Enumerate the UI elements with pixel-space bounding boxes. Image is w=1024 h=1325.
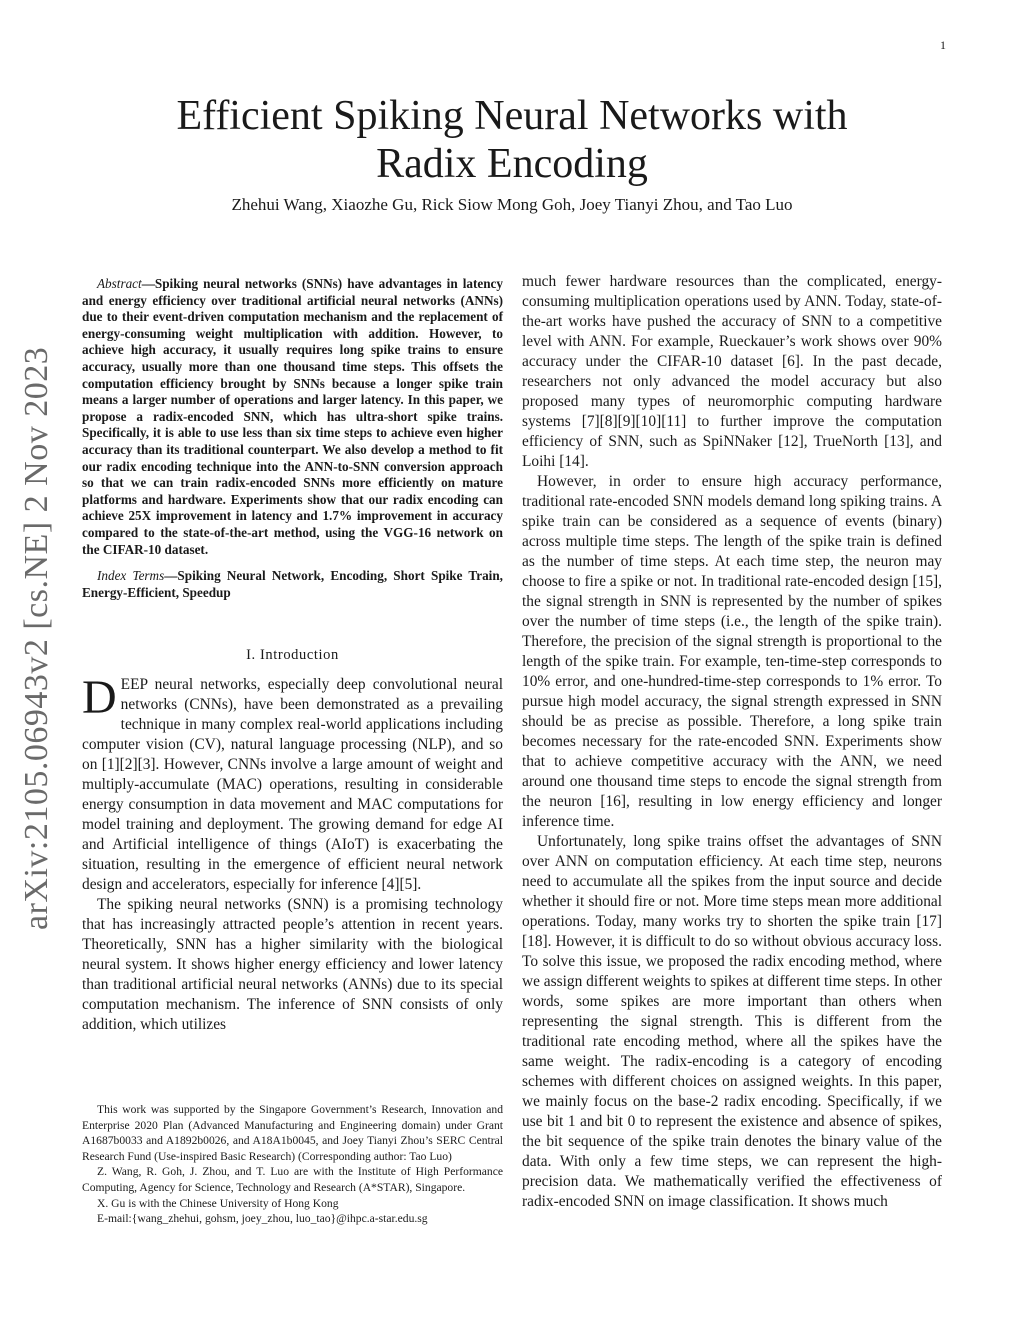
right-paragraph-2: However, in order to ensure high accuracy performance, traditional rate-encoded SNN models demand long spiking trains. A spike train can be considered as a sequence of events (binary) across multiple time steps. The length of the spike train is defined as the number of time steps. At each time step, the neuron may choose to fire a spike or not. In traditional rate-encoded design [15], the signal strength in SNN is represented by the number of spikes over the number of time steps (i.e., the length of the spike train). Therefore, the precision of the signal strength is proportional to the length of the spike train. For example, ten-time-step corresponds to 10% error, and one-hundred-time-step corresponds to 1% error. To pursue high model accuracy, the signal strength expressed in SNN should be as precise as possible. Therefore, a long spike train becomes necessary for the rate-encoded SNN. Experiments show that to achieve competitive accuracy with the ANN, we need around one thousand time steps to encode the signal strength from the neuron [16], resulting in low energy efficiency and longer inference time. (522, 473, 942, 830)
abstract-text: —Spiking neural networks (SNNs) have advantages in latency and energy efficiency over traditional artificial neural networks (ANNs) due to their event-driven computation mechanism and the replacement of energy-consuming weight multiplication with addition. However, to achieve high accuracy, it usually requires long spike trains to ensure accuracy, usually more than one thousand time steps. This offsets the computation efficiency brought by SNNs because a longer spike train means a larger number of operations and larger latency. In this paper, we propose a radix-encoded SNN, which has ultra-short spike trains. Specifically, it is able to use less than six time steps to achieve even higher accuracy than its traditional counterpart. We also develop a method to fit our radix encoding technique into the ANN-to-SNN conversion approach so that we can train radix-encoded SNNs more efficiently on mature platforms and hardware. Experiments show that our radix encoding can achieve 25X improvement in latency and 1.7% improvement in accuracy compared to the state-of-the-art method, using the VGG-16 network on the CIFAR-10 dataset. (82, 276, 503, 557)
right-column (522, 272, 942, 1212)
intro-paragraph-1-text: EEP neural networks, especially deep convolutional neural networks (CNNs), have been demonstrated as a prevailing technique in many complex real-world applications including computer vision (CV), natural language processing (NLP), and so on [1][2][3]. However, CNNs involve a large amount of weight and multiply-accumulate (MAC) operations, resulting in considerable energy consumption in data movement and MAC computations for model training and deployment. The growing demand for edge AI and Artificial intelligence of things (AIoT) is exacerbating the situation, resulting in the emergence of efficient neural network design and accelerators, especially for inference [4][5]. (82, 676, 503, 894)
title-line-2: Radix Encoding (376, 141, 648, 187)
footnote-affiliation-2: X. Gu is with the Chinese University of Hong Kong (97, 1196, 339, 1210)
paper-title (0, 92, 1024, 188)
section-heading-introduction: I. Introduction (246, 647, 339, 664)
index-terms-label: Index Terms (97, 568, 165, 584)
abstract-label: Abstract (97, 276, 142, 291)
footnote-funding: This work was supported by the Singapore Government’s Research, Innovation and Enterprise 2020 Plan (Advanced Manufacturing and Engineering domain) under Grant A1687b0033 and A1892b0026, and A18A1b0045, and Joey Tianyi Zhou’s SERC Central Research Fund (Use-inspired Basic Research) (Corresponding author: Tao Luo) (82, 1103, 503, 1163)
page-number: 1 (940, 38, 946, 52)
intro-paragraph-2: The spiking neural networks (SNN) is a promising technology that has increasingly attracted people’s attention in recent years. Theoretically, SNN has a higher similarity with the biological neural system. It shows higher energy efficiency and lower latency than traditional artificial neural networks (ANNs) due to its special computation mechanism. The inference of SNN consists of only addition, which utilizes (82, 896, 503, 1034)
left-column (82, 276, 503, 1035)
arxiv-identifier: arXiv:2105.06943v2 [cs.NE] 2 Nov 2023 (18, 346, 55, 930)
title-line-1: Efficient Spiking Neural Networks with (176, 93, 848, 139)
footnote-email: E-mail:{wang_zhehui, gohsm, joey_zhou, luo_tao}@ihpc.a-star.edu.sg (97, 1212, 428, 1226)
right-paragraph-3: Unfortunately, long spike trains offset the advantages of SNN over ANN on computation efficiency. At each time step, neurons need to accumulate all the spikes from the input source and decide whether it should fire or not. More time steps mean more additional operations. Today, many works try to shorten the spike train [17][18]. However, it is difficult to do so without obvious accuracy loss. To solve this issue, we proposed the radix encoding method, where we assign different weights to spikes at different time steps. In other words, some spikes are more important than others when representing the signal strength. This is different from the traditional rate encoding method, where all the spikes have the same weight. The radix-encoding is a category of encoding schemes with different choices on assigned weights. In this paper, we mainly focus on the base-2 radix encoding. Specifically, if we use bit 1 and bit 0 to represent the existence and absence of spikes, the bit sequence of the spike train denotes the binary value of the data. With only a few time steps, we can represent the high-precision data. We mathematically verified the effectiveness of radix-encoded SNN on image classification. It shows much (522, 833, 943, 1210)
footnote-affiliation-1: Z. Wang, R. Goh, J. Zhou, and T. Luo are with the Institute of High Performance Computing, Agency for Science, Technology and Research (A*STAR), Singapore. (82, 1165, 503, 1194)
index-terms (82, 568, 503, 601)
footnotes (82, 1102, 503, 1227)
author-list: Zhehui Wang, Xiaozhe Gu, Rick Siow Mong Goh, Joey Tianyi Zhou, and Tao Luo (231, 195, 793, 214)
intro-paragraph-1 (82, 671, 503, 895)
index-terms-text: —Spiking Neural Network, Encoding, Short Spike Train, Energy-Efficient, Speedup (82, 568, 503, 600)
right-paragraph-1: much fewer hardware resources than the complicated, energy-consuming multiplication operations used by ANN. Today, state-of-the-art works have pushed the accuracy of SNN to a competitive level with ANN. For example, Rueckauer’s work shows over 90% accuracy under the CIFAR-10 dataset [6]. In the past decade, researchers not only advanced the model accuracy but also proposed many types of neuromorphic computing hardware systems [7][8][9][10][11] to further improve the computation efficiency of SNN, such as SpiNNaker [12], TrueNorth [13], and Loihi [14]. (522, 273, 942, 470)
drop-cap: D (82, 671, 117, 725)
abstract (82, 276, 503, 558)
